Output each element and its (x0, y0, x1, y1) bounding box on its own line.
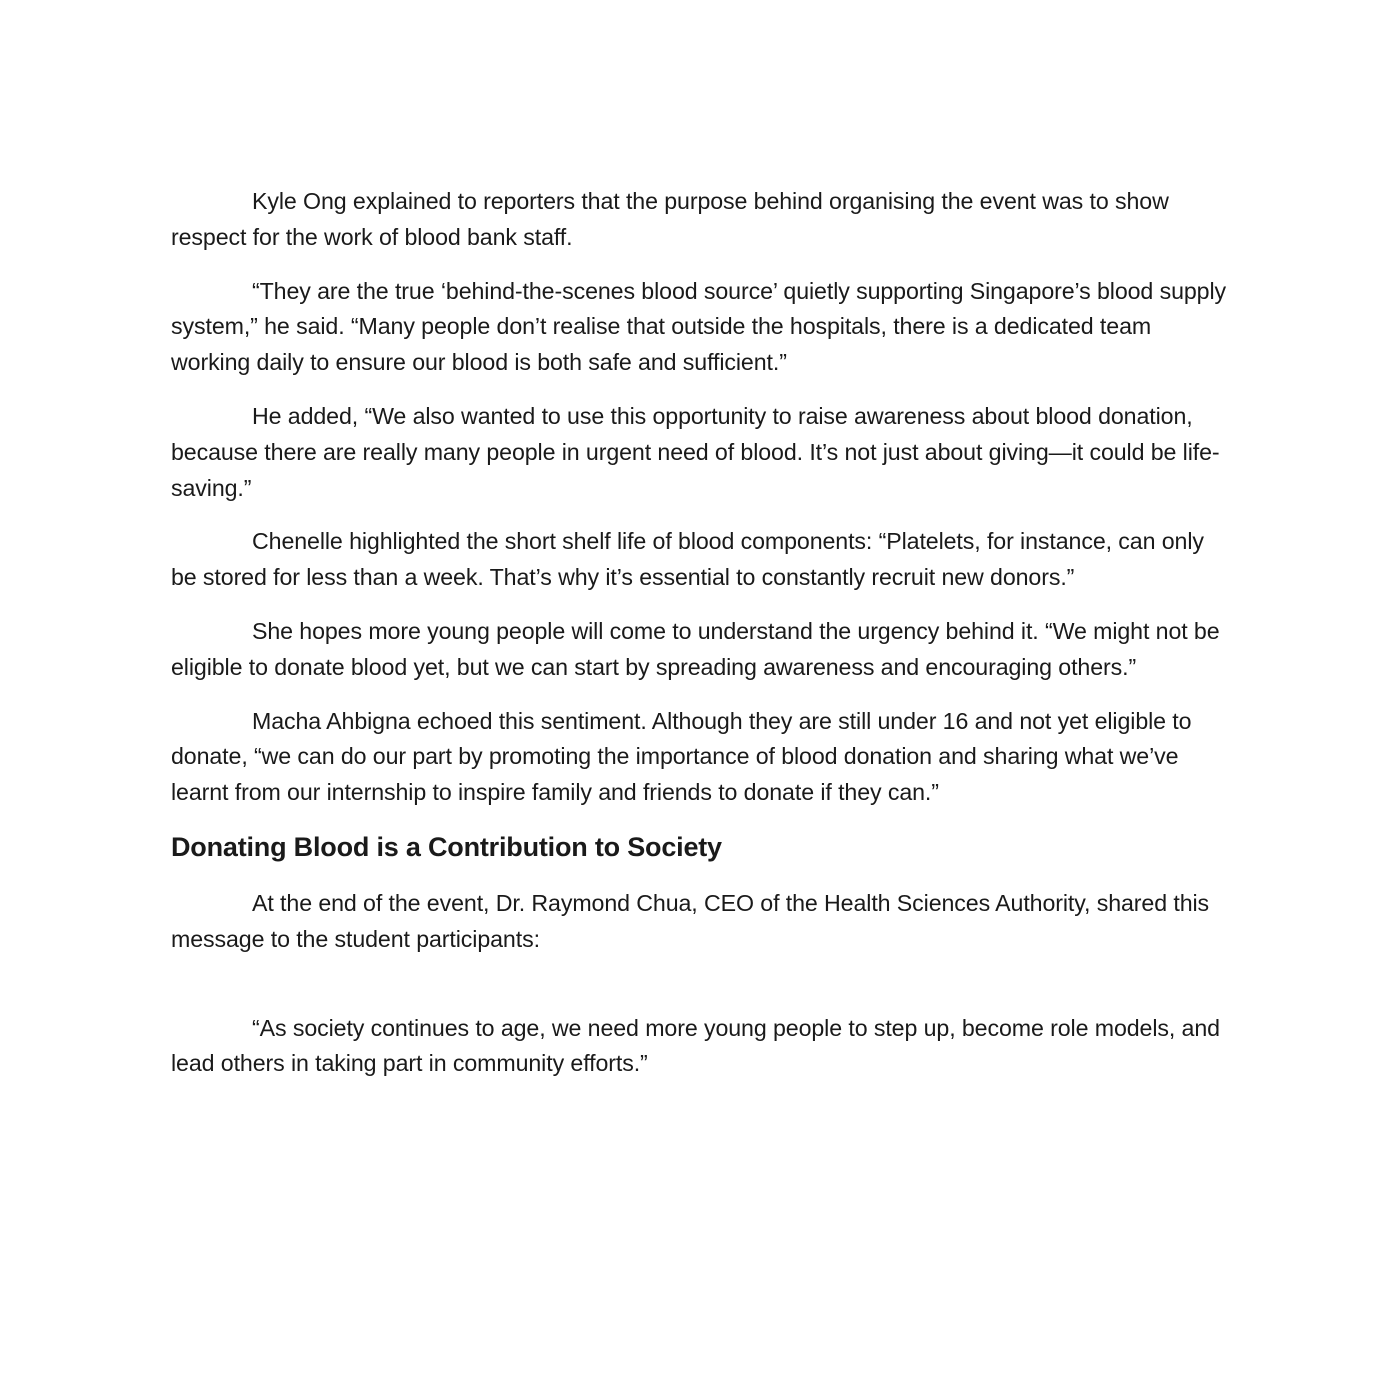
paragraph-macha-ahbigna: Macha Ahbigna echoed this sentiment. Although they are still under 16 and not yet eligible to donate, “we can do our part by promoting the importance of blood donation and sharing what we’ve learnt from our internship to inspire family and friends to donate if they can.” (171, 707, 1192, 806)
paragraph-awareness-quote: He added, “We also wanted to use this opportunity to raise awareness about blood donation, because there are really many people in urgent need of blood. It’s not just about giving—it could be life-saving.” (171, 402, 1220, 501)
paragraph-closing-quote: “As society continues to age, we need more young people to step up, become role models, and lead others in taking part in community efforts.” (171, 1014, 1220, 1077)
paragraph-behind-the-scenes-quote: “They are the true ‘behind-the-scenes blood source’ quietly supporting Singapore’s blood supply system,” he said. “Many people don’t realise that outside the hospitals, there is a dedicated team working daily to ensure our blood is both safe and sufficient.” (171, 277, 1226, 376)
paragraph-raymond-chua: At the end of the event, Dr. Raymond Chua, CEO of the Health Sciences Authority, shared this message to the student participants: (171, 889, 1210, 952)
section-heading: Donating Blood is a Contribution to Society (171, 831, 722, 862)
article-body (171, 184, 1227, 1100)
paragraph-kyle-ong: Kyle Ong explained to reporters that the purpose behind organising the event was to show respect for the work of blood bank staff. (171, 188, 1169, 250)
paragraph-young-people: She hopes more young people will come to understand the urgency behind it. “We might not be eligible to donate blood yet, but we can start by spreading awareness and encouraging others.” (171, 617, 1220, 680)
paragraph-chenelle: Chenelle highlighted the short shelf life of blood components: “Platelets, for instance, can only be stored for less than a week. That’s why it’s essential to constantly recruit new donors.” (171, 528, 1204, 591)
